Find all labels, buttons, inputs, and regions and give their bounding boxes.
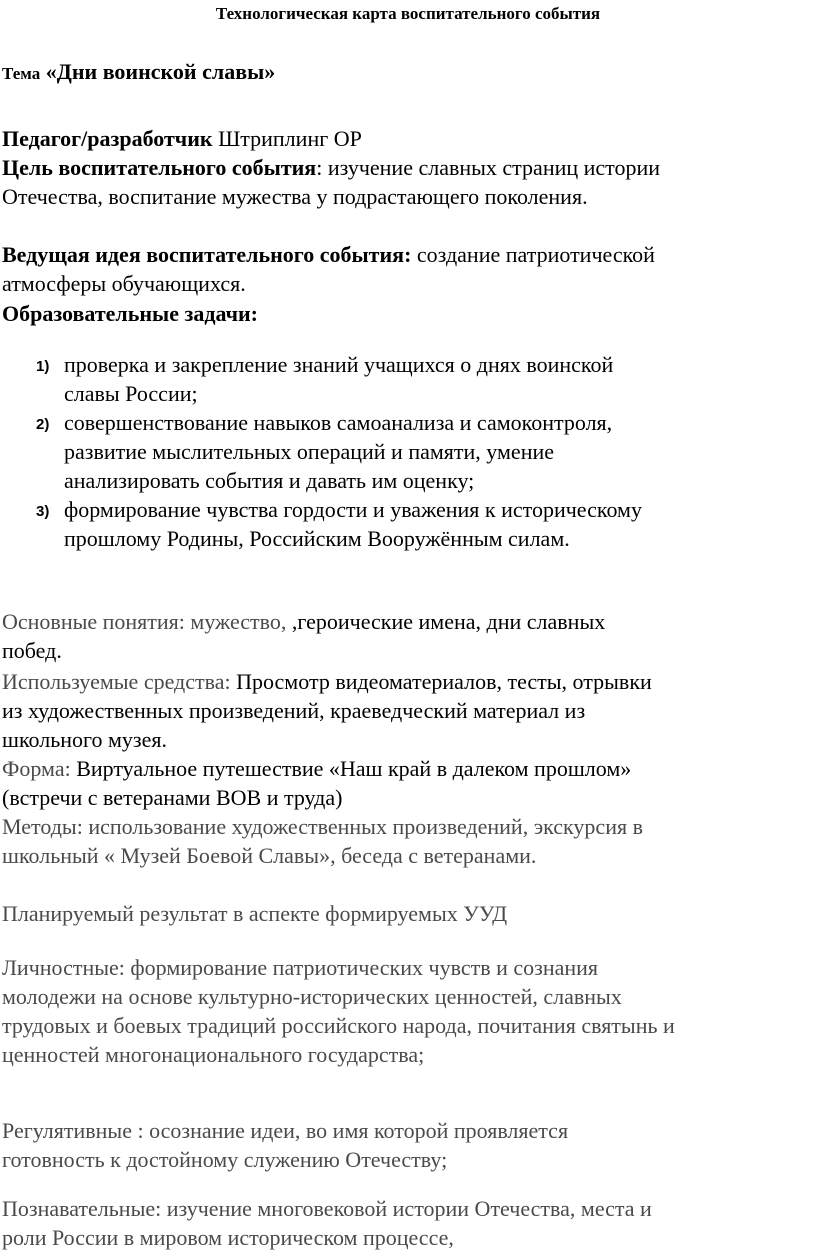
document-title: Технологическая карта воспитательного события bbox=[215, 4, 601, 23]
methods-paragraph: Методы: использование художественных произведений, экскурсия в школьный « Музей Боевой Славы», беседа с ветеранами. bbox=[2, 814, 643, 868]
personal-paragraph: Личностные: формирование патриотических чувств и сознания молодежи на основе культурно-исторических ценностей, славных трудовых и боевых традиций российского народа, почитания святынь и ценностей многонационального государства; bbox=[2, 955, 675, 1067]
concepts-value: ,героические имена, дни славных побед. bbox=[2, 609, 606, 663]
tools-value: Просмотр видеоматериалов, тесты, отрывки из художественных произведений, краеведческий материал из школьного музея. bbox=[2, 669, 652, 752]
author-line bbox=[2, 124, 662, 153]
task-text: проверка и закрепление знаний учащихся о днях воинской славы России; bbox=[64, 352, 614, 406]
task-item bbox=[0, 350, 660, 408]
goal-value: : изучение славных страниц истории Отечества, воспитание мужества у подрастающего поколения. bbox=[2, 155, 661, 209]
form-paragraph bbox=[2, 754, 662, 812]
idea-value: создание патриотической атмосферы обучающихся. bbox=[2, 242, 655, 296]
result-heading: Планируемый результат в аспекте формируемых УУД bbox=[2, 901, 508, 926]
concepts-label: Основные понятия: мужество, bbox=[2, 609, 292, 634]
goal-paragraph bbox=[2, 153, 662, 211]
task-text: формирование чувства гордости и уважения к историческому прошлому Родины, Российским Вооружённым силам. bbox=[64, 497, 642, 551]
idea-label: Ведущая идея воспитательного события: bbox=[2, 242, 412, 267]
tasks-list bbox=[0, 350, 660, 553]
author-value: Штриплинг ОР bbox=[218, 126, 362, 151]
tools-label: Используемые средства: bbox=[2, 669, 237, 694]
idea-paragraph bbox=[2, 240, 662, 298]
task-number: 3) bbox=[36, 503, 50, 520]
topic-line bbox=[2, 58, 802, 88]
author-label: Педагог/разработчик bbox=[2, 126, 213, 151]
tasks-heading: Образовательные задачи: bbox=[2, 301, 258, 326]
task-item bbox=[0, 495, 660, 553]
regulatory-paragraph: Регулятивные : осознание идеи, во имя которой проявляется готовность к достойному служению Отечеству; bbox=[2, 1118, 569, 1172]
form-label: Форма: bbox=[2, 756, 77, 781]
task-item bbox=[0, 408, 660, 495]
topic-value: «Дни воинской славы» bbox=[45, 59, 276, 84]
form-value: Виртуальное путешествие «Наш край в далеком прошлом» (встречи с ветеранами ВОВ и труда) bbox=[2, 756, 632, 810]
concepts-paragraph bbox=[2, 607, 662, 665]
task-number: 1) bbox=[36, 358, 50, 375]
tools-paragraph bbox=[2, 667, 662, 754]
cognitive-paragraph: Познавательные: изучение многовековой истории Отечества, места и роли России в мировом историческом процессе, bbox=[2, 1196, 652, 1250]
goal-label: Цель воспитательного события bbox=[2, 155, 317, 180]
task-number: 2) bbox=[36, 416, 50, 433]
task-text: совершенствование навыков самоанализа и самоконтроля, развитие мыслительных операций и памяти, умение анализировать события и давать им оценку; bbox=[64, 410, 613, 493]
topic-label: Тема bbox=[2, 64, 41, 83]
